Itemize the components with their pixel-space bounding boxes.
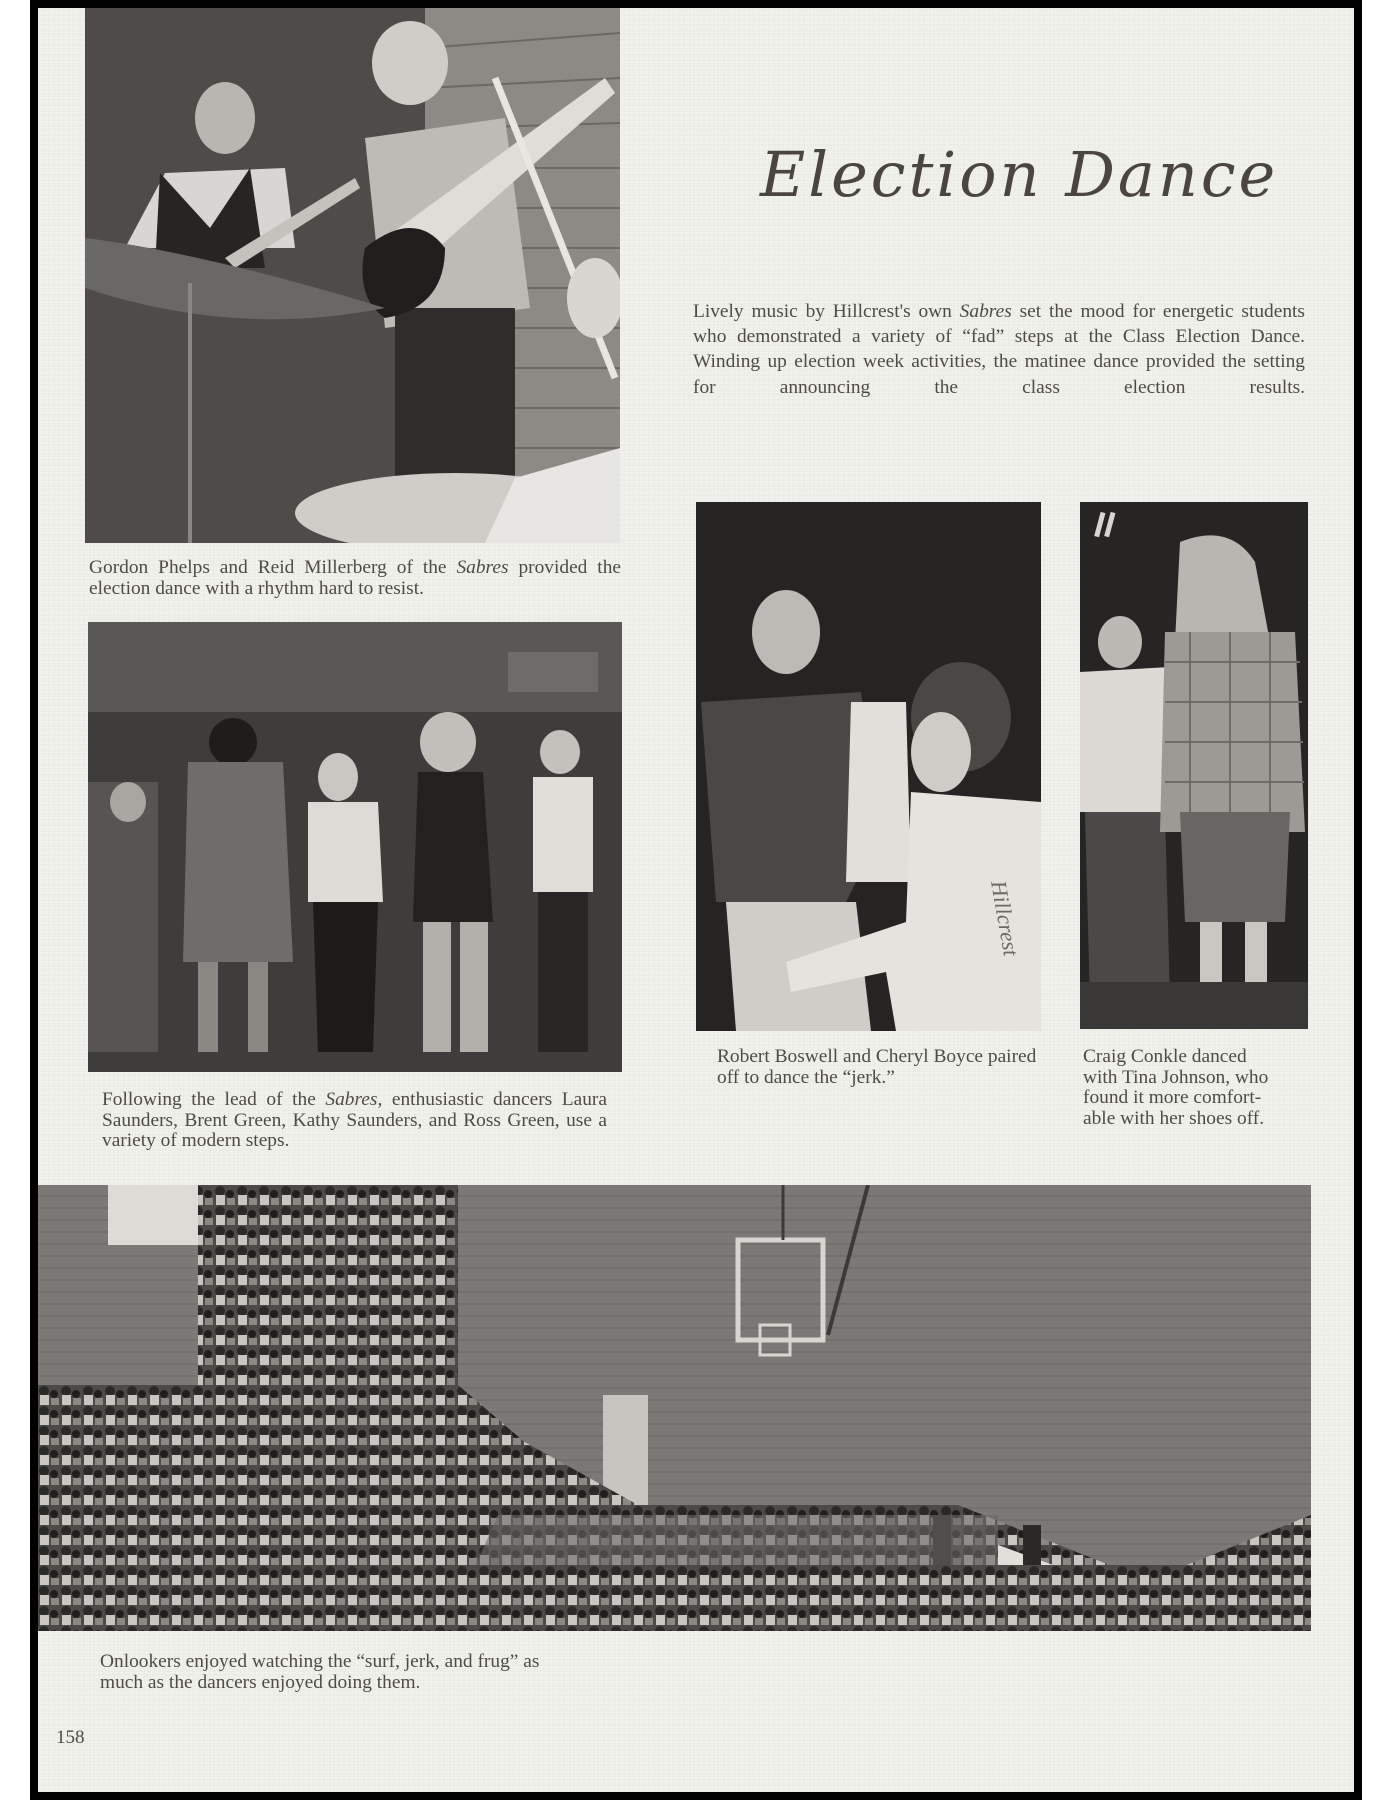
jerk-photo-caption: Robert Boswell and Cheryl Boyce paired off to dance the “jerk.”	[717, 1046, 1037, 1088]
crowd-photo	[38, 1185, 1311, 1631]
dancers-photo-caption: Following the lead of the Sabres, enthusiastic dancers Laura Saunders, Brent Green, Kathy Saunders, and Ross Green, use a variety of modern steps.	[102, 1089, 607, 1151]
band-name: Sabres	[456, 557, 509, 578]
barefoot-photo-caption: Craig Conkle danced with Tina Johnson, who found it more comfort- able with her shoes off.	[1083, 1046, 1269, 1129]
band-photo	[85, 8, 620, 543]
barefoot-photo	[1080, 502, 1308, 1029]
band-photo-caption: Gordon Phelps and Reid Millerberg of the Sabres provided the election dance with a rhythm hard to resist.	[89, 557, 621, 599]
band-name: Sabres	[325, 1089, 378, 1110]
band-name: Sabres	[959, 301, 1012, 322]
page-number: 158	[56, 1727, 85, 1748]
page-title: Election Dance	[760, 138, 1279, 211]
crowd-photo-caption: Onlookers enjoyed watching the “surf, jerk, and frug” as much as the dancers enjoyed doing them.	[100, 1651, 540, 1693]
intro-paragraph: Lively music by Hillcrest's own Sabres set the mood for energetic students who demonstrated a variety of “fad” steps at the Class Election Dance. Winding up election week activities, the matinee dance provided the setting for announcing the class election results.	[693, 301, 1305, 398]
jerk-photo	[696, 502, 1041, 1031]
dancers-photo	[88, 622, 622, 1072]
svg-text:Hillcrest: Hillcrest	[986, 878, 1024, 958]
